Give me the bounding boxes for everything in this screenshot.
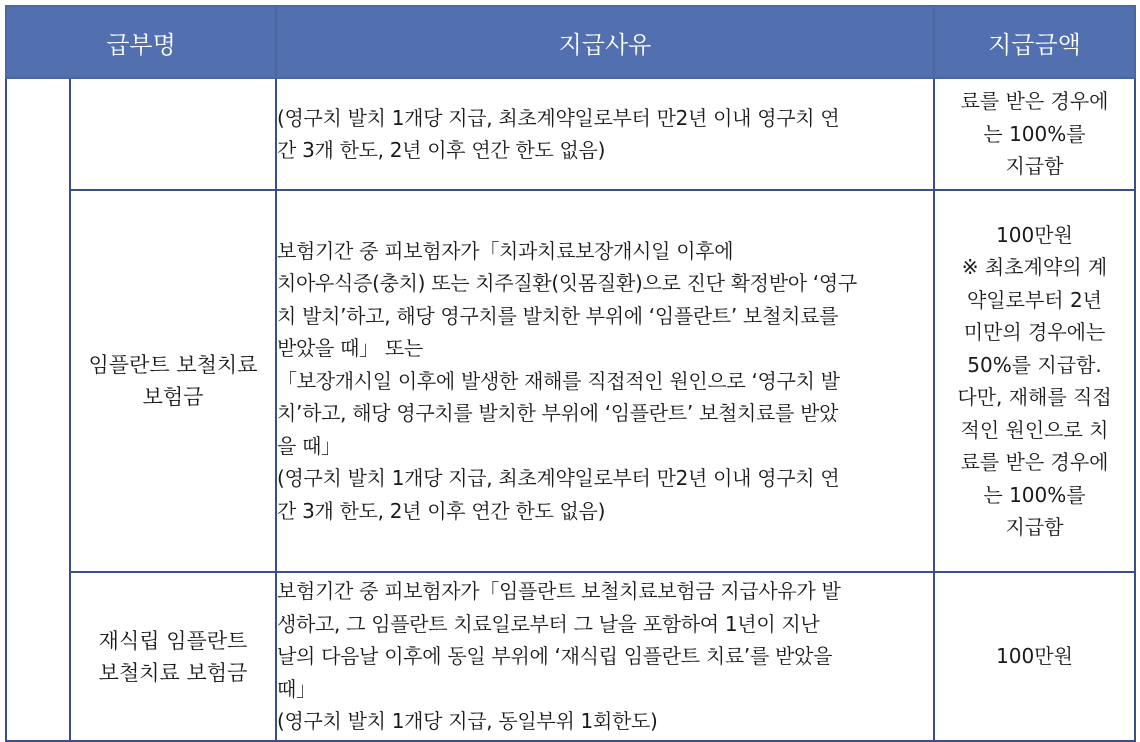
amount-line: 료를 받은 경우에 (960, 89, 1109, 114)
header-payment-amount: 지급금액 (934, 6, 1135, 78)
reason-line: 치아우식증(충치) 또는 치주질환(잇몸질환)으로 진단 확정받아 ‘영구 (277, 271, 857, 296)
amount-line: 는 100%를 (983, 482, 1086, 507)
benefit-name-cell (70, 190, 276, 572)
reason-line: (영구치 발치 1개당 지급, 최초계약일로부터 만2년 이내 영구치 연 (277, 466, 840, 491)
payment-amount-cell (934, 78, 1135, 190)
amount-line: 는 100%를 (983, 121, 1086, 146)
amount-line: 료를 받은 경우에 (960, 450, 1109, 474)
payment-reason-cell (276, 78, 934, 190)
amount-line: 지급함 (1005, 515, 1064, 539)
table-row (6, 78, 1135, 190)
reason-line: 치 발치’하고, 해당 영구치를 발치한 부위에 ‘임플란트’ 보철치료를 (277, 303, 839, 328)
amount-line: 지급함 (1005, 154, 1064, 179)
reason-line: 치’하고, 해당 영구치를 발치한 부위에 ‘임플란트’ 보철치료를 받았 (277, 401, 839, 426)
payment-reason-cell (276, 572, 934, 741)
benefit-name-line: 보험금 (142, 385, 204, 409)
reason-line: 날의 다음날 이후에 동일 부위에 ‘재식립 임플란트 치료’를 받았을 (277, 644, 833, 669)
reason-line: (영구치 발치 1개당 지급, 동일부위 1회한도) (277, 709, 658, 734)
category-cell (6, 78, 70, 741)
amount-line: ※ 최초계약의 계 (961, 255, 1108, 279)
header-payment-reason: 지급사유 (276, 6, 934, 78)
reason-line: 간 3개 한도, 2년 이후 연간 한도 없음) (277, 138, 606, 162)
amount-line: 다만, 재해를 직접 (957, 385, 1112, 409)
amount-line: 적인 원인으로 치 (960, 417, 1109, 442)
payment-amount-cell (934, 190, 1135, 572)
amount-line: 100만원 (996, 222, 1073, 247)
benefit-name-cell (70, 572, 276, 741)
table-row (6, 190, 1135, 572)
reason-line: 받았을 때」 또는 (277, 336, 423, 361)
benefit-table-container (5, 5, 1134, 737)
reason-line: 때」 (277, 676, 316, 701)
reason-line: 「보장개시일 이후에 발생한 재해를 직접적인 원인으로 ‘영구치 발 (277, 368, 840, 393)
reason-line: 생하고, 그 임플란트 치료일로부터 그 날을 포함하여 1년이 지난 (277, 611, 820, 636)
payment-amount-cell (934, 572, 1135, 741)
benefit-name-line: 재식립 임플란트 (98, 628, 248, 653)
amount-line: 100만원 (996, 644, 1073, 669)
reason-line: 간 3개 한도, 2년 이후 연간 한도 없음) (277, 498, 606, 523)
reason-line: 보험기간 중 피보험자가「임플란트 보철치료보험금 지급사유가 발 (277, 579, 841, 604)
reason-line: 보험기간 중 피보험자가「치과치료보장개시일 이후에 (277, 238, 734, 263)
reason-line: 을 때」 (277, 433, 341, 458)
table-row (6, 572, 1135, 741)
header-benefit-name: 급부명 (6, 6, 276, 78)
payment-reason-cell (276, 190, 934, 572)
amount-line: 미만의 경우에는 (963, 320, 1106, 344)
reason-line: (영구치 발치 1개당 지급, 최초계약일로부터 만2년 이내 영구치 연 (277, 105, 840, 130)
amount-line: 약일로부터 2년 (966, 287, 1102, 312)
benefit-name-line: 보철치료 보험금 (98, 660, 248, 685)
benefit-name-cell (70, 78, 276, 190)
table-header-row (6, 6, 1135, 78)
amount-line: 50%를 지급함. (967, 352, 1102, 377)
benefit-payment-table (5, 5, 1136, 742)
benefit-name-line: 임플란트 보철치료 (88, 353, 258, 377)
